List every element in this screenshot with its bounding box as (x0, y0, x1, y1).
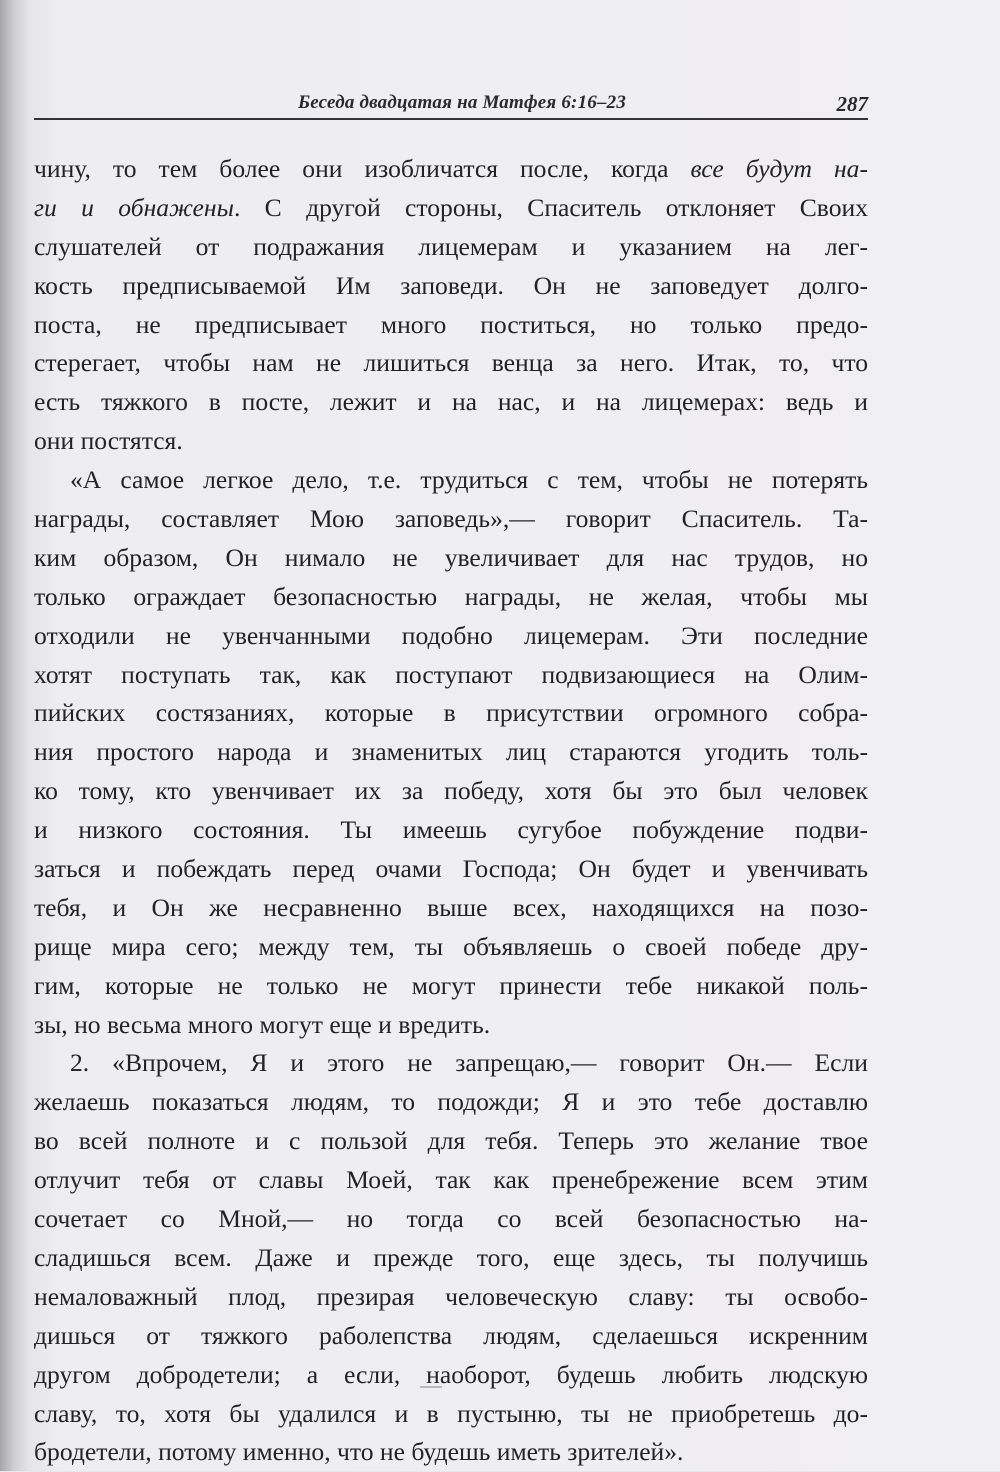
text-line: отходили не увенчанными подобно лицемерам. Эти последние (34, 620, 868, 650)
text-line: гим, которые не только не могут принести тебе никакой поль- (34, 970, 868, 1000)
text-line: сладишься всем. Даже и прежде того, еще здесь, ты получишь (34, 1242, 868, 1272)
page-number: 287 (836, 92, 868, 116)
text-line: награды, составляет Мою заповедь»,— говорит Спаситель. Та- (34, 504, 868, 534)
text-line: ким образом, Он нимало не увеличивает для нас трудов, но (34, 542, 868, 572)
italic-quote: ги и обнажены (34, 192, 234, 222)
body-text (34, 150, 868, 1472)
text-line: они постятся. (34, 426, 183, 456)
text-line: сочетает со Мной,— но тогда со всей безопасностью на- (34, 1204, 868, 1234)
text-line: кость предписываемой Им заповеди. Он не заповедует долго- (34, 270, 868, 300)
text-run: . С другой стороны, Спаситель отклоняет Своих (233, 192, 869, 222)
italic-quote: все будут на- (690, 154, 868, 183)
header-rule (34, 118, 868, 120)
text-line: только ограждает безопасностью награды, не желая, чтобы мы (34, 581, 868, 611)
text-line: бродетели, потому именно, что не будешь иметь зрителей». (34, 1437, 684, 1467)
running-head (34, 92, 868, 118)
text-line: стерегает, чтобы нам не лишиться венца за него. Итак, то, что (34, 348, 868, 378)
text-line: зы, но весьма много могут еще и вредить. (34, 1009, 491, 1039)
text-line: пийских состязаниях, которые в присутствии огромного собра- (34, 698, 868, 728)
text-run: чину, то тем более они изобличатся после, когда (34, 154, 691, 183)
text-line: славу, то, хотя бы удалился и в пустыню, ты не приобретешь до- (34, 1398, 868, 1428)
text-line: во всей полноте и с пользой для тебя. Теперь это желание твое (34, 1126, 868, 1156)
text-line: «А самое легкое дело, т.е. трудиться с тем, чтобы не потерять (70, 465, 868, 495)
text-line: немаловажный плод, презирая человеческую славу: ты освобо- (34, 1281, 868, 1311)
text-line: слушателей от подражания лицемерам и указанием на лег- (34, 231, 868, 261)
text-line: 2. «Впрочем, Я и этого не запрещаю,— говорит Он.— Если (70, 1048, 868, 1078)
text-line: ния простого народа и знаменитых лиц стараются угодить толь- (34, 737, 868, 767)
text-line: и низкого состояния. Ты имеешь сугубое побуждение подви- (34, 815, 868, 845)
text-line: хотят поступать так, как поступают подвизающиеся на Олим- (34, 659, 868, 689)
text-line: другом добродетели; а если, наоборот, будешь любить людскую (34, 1359, 868, 1389)
text-line: желаешь показаться людям, то подожди; Я и это тебе доставлю (34, 1087, 868, 1117)
text-line: ко тому, кто увенчивает их за победу, хотя бы это был человек (34, 776, 868, 806)
text-line (34, 150, 868, 189)
text-line: отлучит тебя от славы Моей, так как пренебрежение всем этим (34, 1165, 868, 1195)
text-line: заться и побеждать перед очами Господа; Он будет и увенчивать (34, 854, 868, 884)
text-line: рище мира сего; между тем, ты объявляешь о своей победе дру- (34, 931, 868, 961)
text-line: есть тяжкого в посте, лежит и на нас, и на лицемерах: ведь и (34, 387, 868, 417)
footer-mark (420, 1386, 442, 1388)
running-title: Беседа двадцатая на Матфея 6:16–23 (298, 92, 627, 113)
text-line: поста, не предписывает много поститься, но только предо- (34, 309, 868, 339)
text-line: тебя, и Он же несравненно выше всех, находящихся на позо- (34, 892, 868, 922)
text-line: дишься от тяжкого раболепства людям, сделаешься искренним (34, 1320, 868, 1350)
text-line (34, 189, 868, 228)
